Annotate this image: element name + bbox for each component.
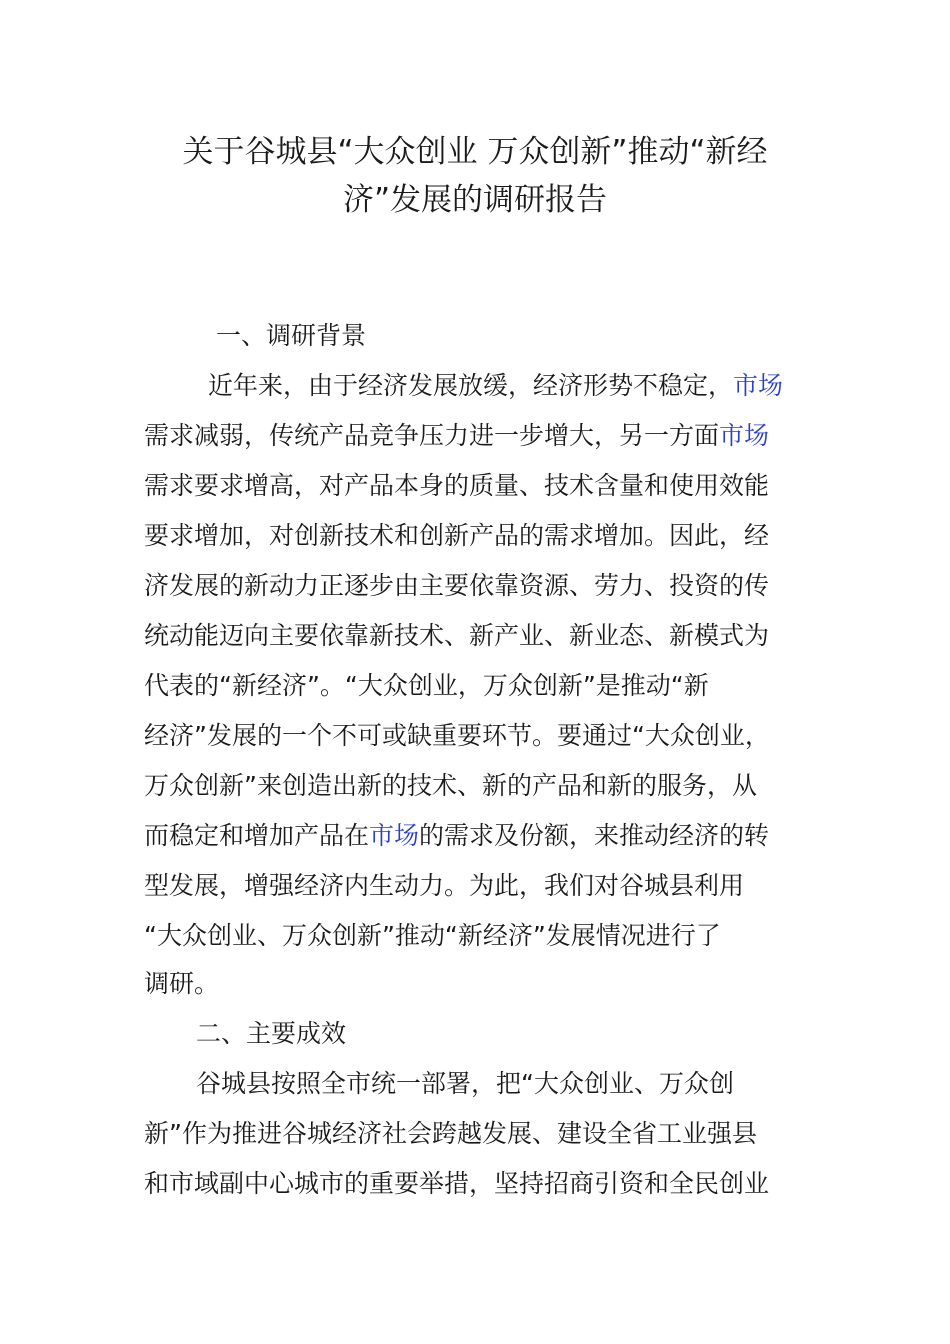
paragraph-line: 调研。 [144,969,220,998]
paragraph-line: 济发展的新动力正逐步由主要依靠资源、劳力、投资的传 [144,571,770,600]
paragraph-text: 近年来，由于经济发展放缓，经济形势不稳定， [208,371,734,400]
paragraph-line: 型发展，增强经济内生动力。为此，我们对谷城县利用 [144,871,745,900]
market-link[interactable]: 市场 [719,421,770,450]
market-link[interactable]: 市场 [733,371,784,400]
paragraph-line: 谷城县按照全市统一部署，把“大众创业、万众创 [196,1069,734,1098]
paragraph-line: 要求增加，对创新技术和创新产品的需求增加。因此，经 [144,521,770,550]
paragraph-line [144,820,769,852]
section-heading-results: 二、主要成效 [196,1019,347,1048]
title-line-2: 济”发展的调研报告 [342,182,608,218]
paragraph-line [208,370,783,402]
paragraph-text: 而稳定和增加产品在 [144,821,370,850]
paragraph-line [144,420,769,452]
document-title [140,128,810,224]
paragraph-text: 需求减弱，传统产品竞争压力进一步增大，另一方面 [144,421,720,450]
paragraph-line: 代表的“新经济”。“大众创业，万众创新”是推动“新 [144,671,709,700]
paragraph-text: 的需求及份额，来推动经济的转 [419,821,770,850]
paragraph-line: 统动能迈向主要依靠新技术、新产业、新业态、新模式为 [144,621,770,650]
section-heading-background: 一、调研背景 [216,321,367,350]
paragraph-line: “大众创业、万众创新”推动“新经济”发展情况进行了 [144,921,721,950]
market-link[interactable]: 市场 [369,821,420,850]
paragraph-line: 万众创新”来创造出新的技术、新的产品和新的服务，从 [144,771,757,800]
title-line-1: 关于谷城县“大众创业 万众创新”推动“新经 [182,134,768,170]
paragraph-line: 和市域副中心城市的重要举措，坚持招商引资和全民创业 [144,1169,770,1198]
paragraph-line: 需求要求增高，对产品本身的质量、技术含量和使用效能 [144,471,770,500]
paragraph-line: 经济”发展的一个不可或缺重要环节。要通过“大众创业， [144,721,770,750]
paragraph-line: 新”作为推进谷城经济社会跨越发展、建设全省工业强县 [144,1119,757,1148]
